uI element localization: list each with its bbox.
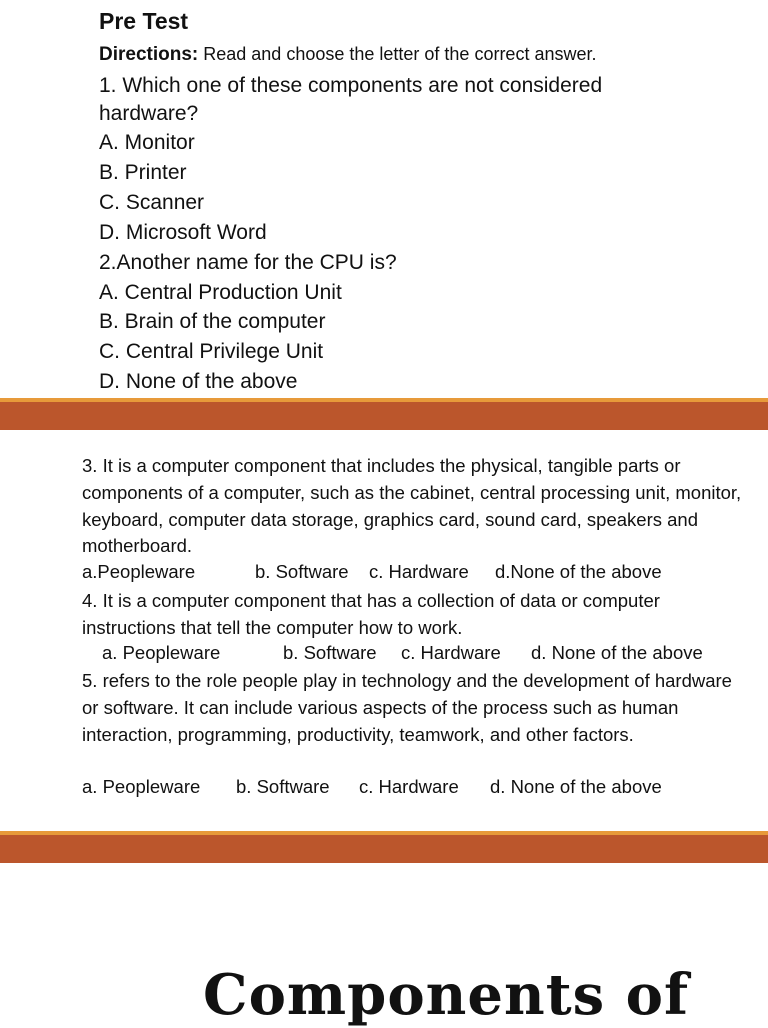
q5-option-c: c. Hardware (359, 776, 459, 797)
question-4: 4. It is a computer component that has a collection of data or computer instructions that tell the computer how to work. (82, 590, 660, 638)
q3-option-c: c. Hardware (369, 561, 469, 582)
q5-option-a: a. Peopleware (82, 776, 201, 797)
q1-option-d: D. Microsoft Word (99, 221, 267, 244)
q4-option-c: c. Hardware (401, 642, 501, 663)
question-1: 1. Which one of these components are not considered hardware? (99, 74, 603, 125)
slide-divider-band (0, 831, 768, 863)
page-title: Pre Test (99, 8, 189, 34)
q2-option-c: C. Central Privilege Unit (99, 340, 324, 363)
q2-option-b: B. Brain of the computer (99, 310, 326, 333)
q4-option-d: d. None of the above (531, 642, 703, 663)
q4-option-a: a. Peopleware (102, 642, 221, 663)
slide-questions-3-5 (0, 432, 768, 830)
q1-option-b: B. Printer (99, 161, 187, 184)
question-5: 5. refers to the role people play in technology and the development of hardware or software. It can include various aspects of the process such as human interaction, programming, productivity, teamwork, and other factors. (82, 670, 732, 745)
q1-option-a: A. Monitor (99, 131, 195, 154)
q3-option-a: a.Peopleware (82, 561, 196, 582)
question-3: 3. It is a computer component that includes the physical, tangible parts or components of a computer, such as the cabinet, central processing unit, monitor, keyboard, computer data storage, graphics card, sound card, speakers and motherboard. (82, 455, 742, 557)
directions-text: Read and choose the letter of the correct answer. (198, 44, 597, 64)
directions (99, 44, 596, 66)
q3-option-d: d.None of the above (495, 561, 662, 582)
q3-option-b: b. Software (255, 561, 349, 582)
slide-divider-band (0, 398, 768, 430)
question-2: 2.Another name for the CPU is? (99, 251, 397, 274)
q2-option-d: D. None of the above (99, 370, 298, 393)
q2-option-a: A. Central Production Unit (99, 281, 342, 304)
slide-3-title: Components of (203, 962, 690, 1028)
slide-pre-test (0, 0, 768, 400)
q5-option-b: b. Software (236, 776, 330, 797)
q4-option-b: b. Software (283, 642, 377, 663)
q1-option-c: C. Scanner (99, 191, 205, 214)
directions-label: Directions: (99, 44, 199, 65)
q5-option-d: d. None of the above (490, 776, 662, 797)
